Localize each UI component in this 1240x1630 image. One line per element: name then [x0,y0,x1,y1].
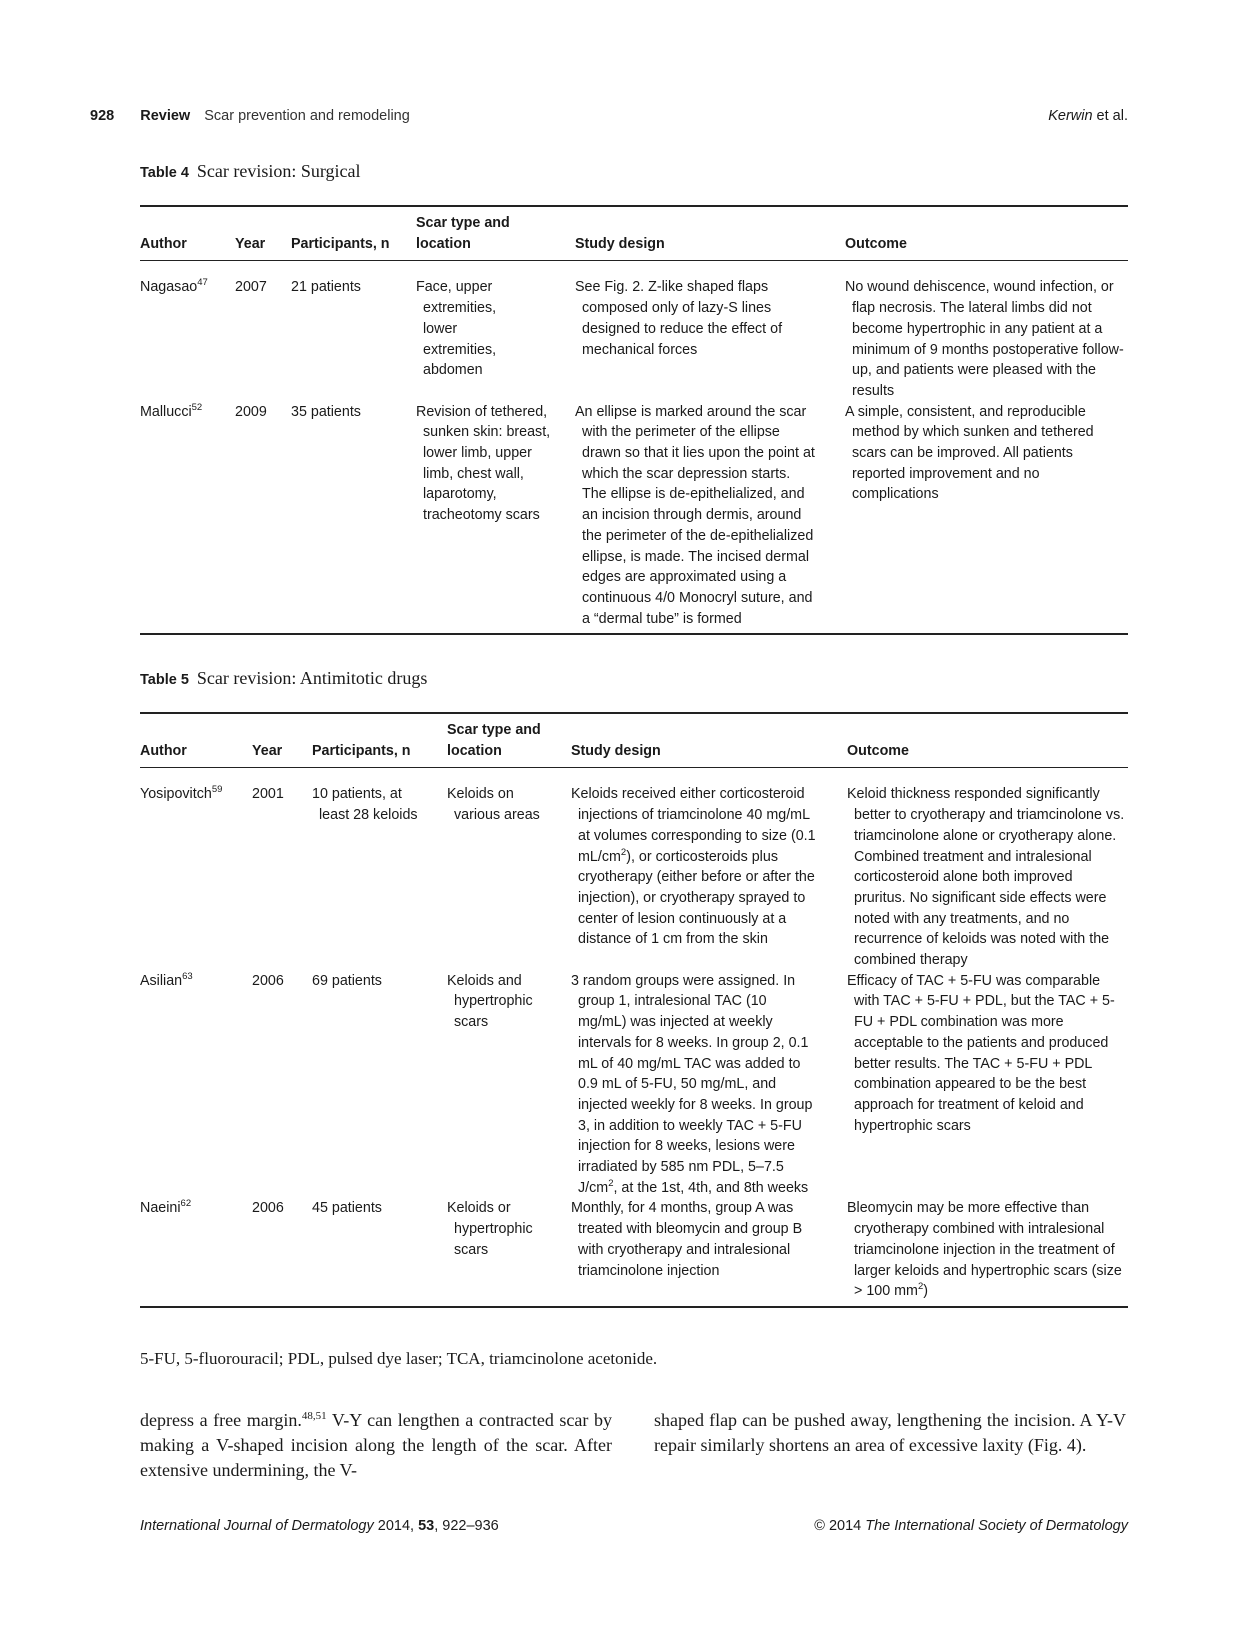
running-authors: Kerwin et al. [1048,108,1128,124]
column-header: Scar type and location [416,215,510,252]
table-4-label: Table 4 [140,165,189,181]
outcome-cell: No wound dehiscence, wound infection, or flap necrosis. The lateral limbs did not become hypertrophic in any patient at a minimum of 9 months postoperative follow-up, and patients were pleased with the results [845,279,1124,399]
table-5-title: Scar revision: Antimitotic drugs [196,668,428,688]
study-design-cell: 3 random groups were assigned. In group 1, intralesional TAC (10 mg/mL) was injected at weekly intervals for 8 weeks. In group 2, 0.1 mL of 40 mg/mL TAC was added to 0.9 mL of 5-FU, 50 mg/mL, and injected weekly for 8 weeks. In group 3, in addition to weekly TAC + 5-FU injection for 8 weeks, lesions were irradiated by 585 nm PDL, 5–7.5 $J/cm^2$, at the 1st, 4th, and 8th weeks [571,972,813,1196]
outcome-cell: Efficacy of TAC + 5-FU was comparable with TAC + 5-FU + PDL, but the TAC + 5-FU + PDL combination was more acceptable to the patients and produced better results. The TAC + 5-FU + PDL combination appeared to be the best approach for treatment of keloid and hypertrophic scars [847,972,1115,1134]
journal-citation: International Journal of Dermatology 2014, 53, 922–936 [140,1518,499,1534]
running-header [90,108,1128,130]
author-cell: Mallucci$^{52}$ [140,401,203,420]
table-row [140,971,1128,1199]
table-row [140,1198,1128,1307]
year-cell: 2006 [252,972,284,989]
table-5-label: Table 5 [140,672,189,688]
scar-type-cell: Keloids or hypertrophic scars [447,1200,533,1258]
scar-type-cell: Face, upper extremities, lower extremities, abdomen [416,279,497,379]
column-header: Participants, n [291,235,390,252]
study-design-cell: An ellipse is marked around the scar with the perimeter of the ellipse drawn so that it lies upon the point at which the scar depression starts. The ellipse is de-epithelialized, and an incision through dermis, around the perimeter of the de-epithelialized ellipse, is made. The incised dermal edges are approximated using a continuous 4/0 Monocryl suture, and a “dermal tube” is formed [575,403,815,627]
participants-cell: 35 patients [291,403,361,420]
author-cell: Naeini$^{62}$ [140,1198,192,1217]
participants-cell: 45 patients [312,1200,382,1217]
table-4-title: Scar revision: Surgical [196,161,361,181]
column-header: Author [140,235,187,252]
page-number: 928 [90,108,115,124]
scar-type-cell: Revision of tethered, sunken skin: breast, lower limb, upper limb, chest wall, laparotomy, tracheotomy scars [416,403,551,524]
table-row [140,768,1128,971]
table-4-grid [140,205,1128,635]
participants-cell: 21 patients [291,279,361,296]
table-5-header-row [140,713,1128,768]
study-design-cell: Keloids received either corticosteroid injections of triamcinolone 40 mg/mL at volumes corresponding to size (0.1 $mL/cm^2$), or corticosteroids plus cryotherapy (either before or after the injection), or cryotherapy sprayed to center of lesion continuously at a distance of 1 cm from the skin [571,786,816,948]
body-text-left-column: depress a free margin.$^{48,51}$ V-Y can lengthen a contracted scar by making a V-shaped incision along the length of the scar. After extensive undermining, the V- [140,1410,612,1481]
column-header: Participants, n [312,742,411,759]
study-design-cell: See Fig. 2. Z-like shaped flaps composed only of lazy-S lines designed to reduce the effect of mechanical forces [575,279,783,358]
author-cell: Asilian$^{63}$ [140,970,193,989]
year-cell: 2007 [235,279,267,296]
author-cell: Yosipovitch$^{59}$ [140,784,223,803]
body-text-right-column: shaped flap can be pushed away, lengthening the incision. A Y-V repair similarly shortens an area of excessive laxity (Fig. 4). [654,1410,1126,1456]
outcome-cell: Keloid thickness responded significantly better to cryotherapy and triamcinolone vs. triamcinolone alone or cryotherapy alone. Combined treatment and intralesional corticosteroid alone both improved pruritus. No significant side effects were noted with any treatments, and no recurrence of keloids was noted with the combined therapy [847,786,1125,969]
column-header: Study design [575,235,665,252]
column-header: Outcome [847,742,909,759]
study-design-cell: Monthly, for 4 months, group A was treated with bleomycin and group B with cryotherapy and intralesional triamcinolone injection [571,1200,803,1279]
table-row [140,261,1128,402]
column-header: Scar type and location [447,722,541,759]
table-5-caption [140,668,1128,698]
copyright-notice: © 2014 The International Society of Dermatology [814,1518,1128,1534]
table-5 [140,668,1128,1308]
column-header: Study design [571,742,661,759]
table-4-caption [140,161,1128,191]
year-cell: 2006 [252,1200,284,1217]
table-4 [140,161,1128,635]
scar-type-cell: Keloids and hypertrophic scars [447,972,533,1031]
outcome-cell: A simple, consistent, and reproducible method by which sunken and tethered scars can be improved. All patients reported improvement and no complications [845,403,1094,503]
participants-cell: 69 patients [312,972,382,989]
participants-cell: 10 patients, at least 28 keloids [312,786,418,824]
table-footnote: 5-FU, 5-fluorouracil; PDL, pulsed dye laser; TCA, triamcinolone acetonide. [140,1349,658,1368]
year-cell: 2001 [252,786,284,803]
page-footer [140,1518,1128,1534]
outcome-cell: Bleomycin may be more effective than cryotherapy combined with intralesional triamcinolone injection in the treatment of larger keloids and hypertrophic scars (size > 100 $mm^2$) [847,1200,1122,1300]
column-header: Year [252,742,283,759]
section-label: Review [140,108,191,124]
column-header: Author [140,742,187,759]
year-cell: 2009 [235,403,267,420]
column-header: Year [235,235,266,252]
table-row [140,402,1128,635]
scar-type-cell: Keloids on various areas [447,786,540,824]
column-header: Outcome [845,235,907,252]
article-topic: Scar prevention and remodeling [204,108,410,124]
table-4-header-row [140,206,1128,261]
author-cell: Nagasao$^{47}$ [140,277,208,296]
table-5-grid [140,712,1128,1308]
